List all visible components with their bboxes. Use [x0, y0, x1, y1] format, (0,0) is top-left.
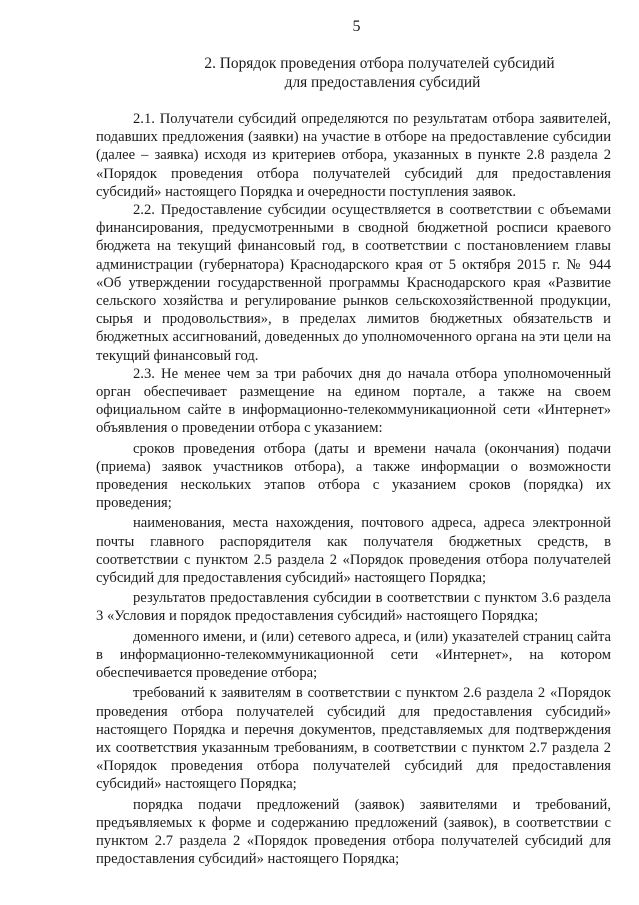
page-number: 5: [352, 18, 361, 35]
list-item-requirements: требований к заявителям в соответствии с пунктом 2.6 раздела 2 «Порядок проведения отбора получателей субсидий для предоставления субсидий» настоящего Порядка и перечня документов, представляемых для подтверждения их соответствия указанным требованиям, в соответствии с пунктом 2.7 раздела 2 «Порядок проведения отбора получателей субсидий для предоставления субсидий» настоящего Порядка;: [96, 685, 611, 793]
section-title-line-2: для предоставления субсидий: [284, 73, 481, 91]
paragraph-2-1: 2.1. Получатели субсидий определяются по результатам отбора заявителей, подавших предложения (заявки) на участие в отборе на предоставление субсидии (далее – заявка) исходя из критериев отбора, указанных в пункте 2.8 раздела 2 «Порядок проведения отбора получателей субсидий для предоставления субсидий» настоящего Порядка и очередности поступления заявок.: [96, 111, 611, 200]
paragraph-2-3: 2.3. Не менее чем за три рабочих дня до начала отбора уполномоченный орган обеспечивает размещение на едином портале, а также на своем официальном сайте в информационно-телекоммуникационной сети «Интернет» объявления о проведении отбора с указанием:: [96, 365, 611, 437]
list-item-website: доменного имени, и (или) сетевого адреса, и (или) указателей страниц сайта в информационно-телекоммуникационной сети «Интернет», на котором обеспечивается проведение отбора;: [96, 628, 611, 682]
document-page: [96, 0, 611, 905]
list-item-submission-order: порядка подачи предложений (заявок) заявителями и требований, предъявляемых к форме и содержанию предложений (заявок), в соответствии с пунктом 2.7 раздела 2 «Порядок проведения отбора получателей субсидий для предоставления субсидий» настоящего Порядка;: [96, 796, 611, 868]
document-body: [96, 110, 611, 868]
list-item-timing: сроков проведения отбора (даты и времени начала (окончания) подачи (приема) заявок участников отбора), а также информации о возможности проведения нескольких этапов отбора с указанием сроков (порядка) их проведения;: [96, 440, 611, 512]
list-item-organizer: наименования, места нахождения, почтового адреса, адреса электронной почты главного распорядителя как получателя бюджетных средств, в соответствии с пунктом 2.5 раздела 2 «Порядок проведения отбора получателей субсидий для предоставления субсидий» настоящего Порядка;: [96, 515, 611, 587]
section-title-line-1: 2. Порядок проведения отбора получателей субсидий: [204, 55, 555, 72]
paragraph-2-2: 2.2. Предоставление субсидии осуществляется в соответствии с объемами финансирования, предусмотренными в сводной бюджетной росписи краевого бюджета на текущий финансовый год, в соответствии с постановлением главы администрации (губернатора) Краснодарского края от 5 октября 2015 г. № 944 «Об утверждении государственной программы Краснодарского края «Развитие сельского хозяйства и регулирование рынков сельскохозяйственной продукции, сырья и продовольствия», в пределах лимитов бюджетных обязательств и бюджетных ассигнований, доведенных до уполномоченного органа на эти цели на текущий финансовый год.: [96, 202, 611, 364]
list-item-results: результатов предоставления субсидии в соответствии с пунктом 3.6 раздела 3 «Условия и порядок предоставления субсидий» настоящего Порядка;: [96, 590, 611, 625]
section-heading: [96, 55, 611, 92]
